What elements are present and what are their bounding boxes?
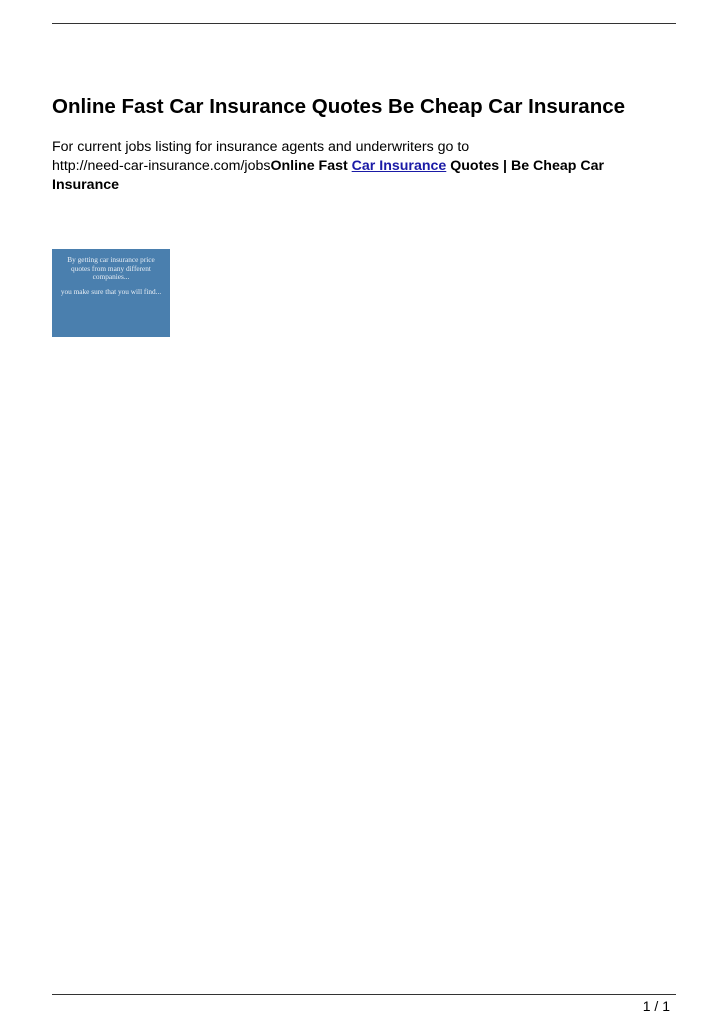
- bold-heading-end: Quotes | Be Cheap Car: [446, 158, 604, 174]
- insurance-quote-image: [52, 249, 170, 337]
- bold-heading-last-line: Insurance: [52, 177, 120, 193]
- jobs-url-text: http://need-car-insurance.com/jobs: [52, 158, 271, 174]
- header-rule: [52, 23, 676, 24]
- intro-line: For current jobs listing for insurance agents and underwriters go to: [52, 139, 470, 155]
- url-line: [52, 157, 652, 176]
- bold-heading-start: Online Fast: [270, 158, 352, 174]
- footer-rule: [52, 994, 676, 995]
- page-number: 1 / 1: [642, 998, 670, 1014]
- image-caption-line2: you make sure that you will find...: [60, 286, 162, 296]
- car-insurance-link[interactable]: Car Insurance: [351, 158, 447, 174]
- document-title: Online Fast Car Insurance Quotes Be Cheap Car Insurance: [52, 95, 626, 118]
- document-body: [52, 138, 652, 195]
- image-caption-line1: By getting car insurance price quotes from many different companies...: [67, 255, 155, 282]
